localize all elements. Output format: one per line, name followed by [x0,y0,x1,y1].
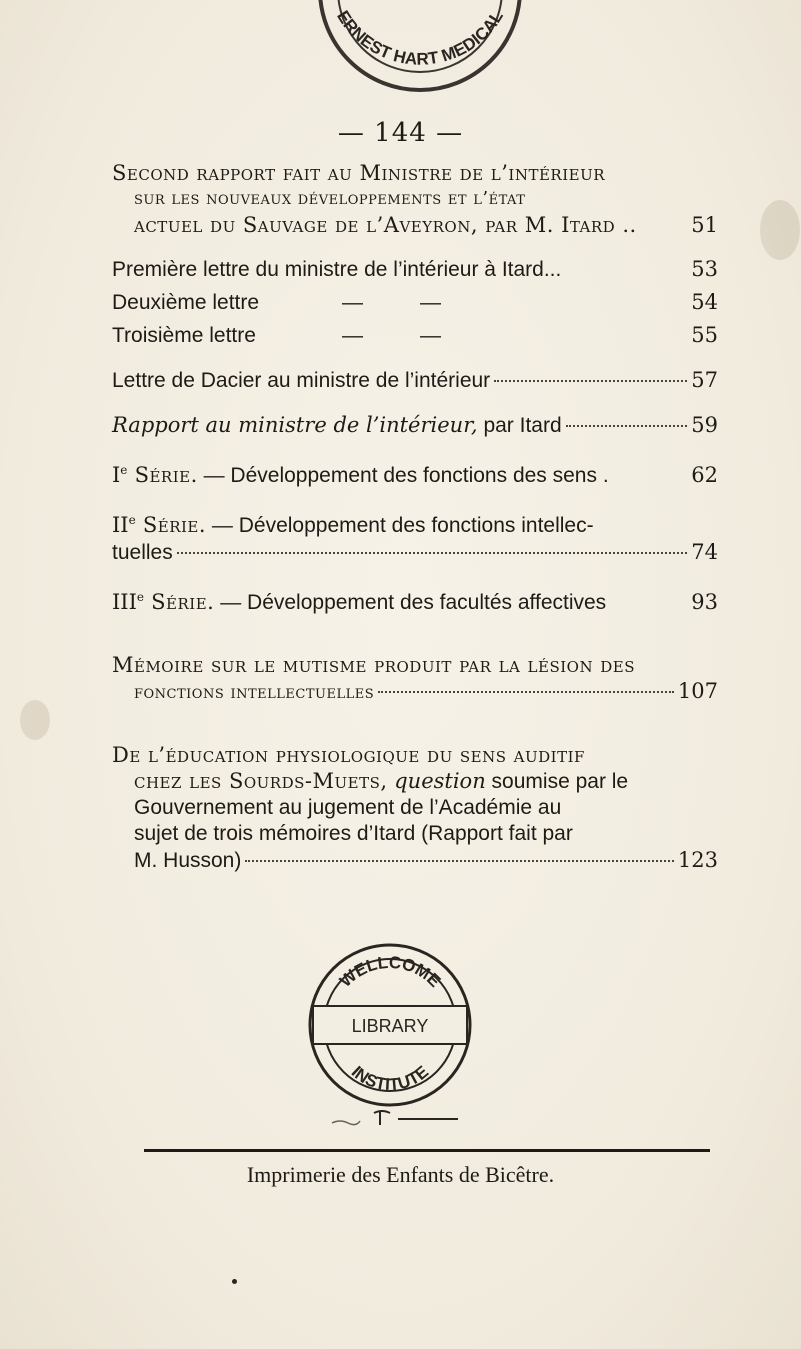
serie-numeral: III [112,590,137,614]
paper-stain [20,700,50,740]
toc-text: sur les nouveaux développements et l’état [134,188,526,209]
svg-text:WELLCOME: WELLCOME [335,952,445,991]
toc-text: fonctions intellectuelles [134,682,375,703]
serie-sup: e [120,463,128,477]
toc-entry-rapport [112,412,718,439]
leader-dots [245,860,674,862]
toc-page: 74 [691,540,718,564]
toc-entry-serie-1 [112,457,718,489]
leader-dots [378,691,674,693]
serie-sup: e [136,590,144,604]
ditto-dash: — [342,291,363,314]
ditto-dash: — [420,324,441,347]
toc-page: 93 [691,590,718,614]
ink-dot [232,1279,237,1284]
svg-text:INSTITUTE: INSTITUTE [347,1062,433,1095]
svg-text:LIBRARY: LIBRARY [351,1016,429,1036]
toc-page: 123 [677,848,718,872]
toc-text: Lettre de Dacier au ministre de l’intérieur [112,369,491,392]
toc-page: 107 [677,679,718,703]
paper-stain [760,200,800,260]
toc-text: M. Husson) [134,849,242,872]
toc-page: 55 [691,323,718,347]
toc-page: 62 [691,463,718,487]
toc-text: — Développement des fonctions des sens . [197,464,609,487]
toc-text: Première lettre du ministre de l’intérieur à Itard... [112,258,562,281]
serie-label: Série. [144,590,215,614]
serie-label: Série. [135,513,207,537]
toc-page: 51 [691,213,718,237]
ditto-dash: — [420,291,441,314]
toc-text: — Développement des facultés affectives [214,591,607,614]
toc-entry-memoire [112,652,718,706]
library-stamp [305,940,475,1110]
toc-text: De l’éducation physiologique du sens auditif [112,743,585,767]
toc-text: Deuxième lettre [112,291,260,314]
toc-text: tuelles [112,541,173,564]
toc-entry-serie-3 [112,584,718,616]
toc-entry-serie-2 [112,507,718,566]
toc-entry-lettre-3 [112,322,718,349]
toc-text: Second rapport fait au Ministre de l’intérieur [112,161,606,185]
toc-text-italic: Rapport au ministre de l’intérieur, [112,413,478,437]
toc-text: actuel du Sauvage de l’Aveyron, par M. Itard .. [134,213,637,237]
toc-text-italic: question [387,769,486,793]
toc-page: 53 [691,257,718,281]
ditto-dash: — [342,324,363,347]
imprint: Imprimerie des Enfants de Bicêtre. [246,1162,555,1187]
stamp-signature-mark [330,1105,460,1133]
toc-page: 57 [691,368,718,392]
toc-entry-lettre-2 [112,289,718,316]
table-of-contents [112,160,718,880]
ernest-hart-stamp [300,0,540,95]
separator-rule [144,1149,710,1152]
toc-page: 59 [691,413,718,437]
toc-page: 54 [691,290,718,314]
serie-label: Série. [127,463,198,487]
toc-text: sujet de trois mémoires d’Itard (Rapport fait par [134,822,573,845]
toc-entry-second-report [112,160,718,238]
toc-text: par Itard [477,414,562,437]
toc-entry-lettre-1 [112,256,718,283]
leader-dots [494,380,687,382]
serie-numeral: I [112,463,121,487]
toc-entry-dacier [112,367,718,394]
toc-text: chez les Sourds-Muets, [134,769,388,793]
toc-text: — Développement des fonctions intellec- [206,514,594,537]
svg-text:ERNEST HART MEDICAL: ERNEST HART MEDICAL [333,7,507,69]
leader-dots [177,552,688,554]
toc-text: Mémoire sur le mutisme produit par la lésion des [112,653,636,677]
serie-numeral: II [112,513,129,537]
toc-text: Gouvernement au jugement de l’Académie au [134,796,562,819]
toc-entry-education [112,742,718,874]
page-number: — 144 — [337,118,464,148]
toc-text: soumise par le [485,770,629,793]
toc-text: Troisième lettre [112,324,256,347]
leader-dots [566,425,688,427]
serie-sup: e [128,513,136,527]
